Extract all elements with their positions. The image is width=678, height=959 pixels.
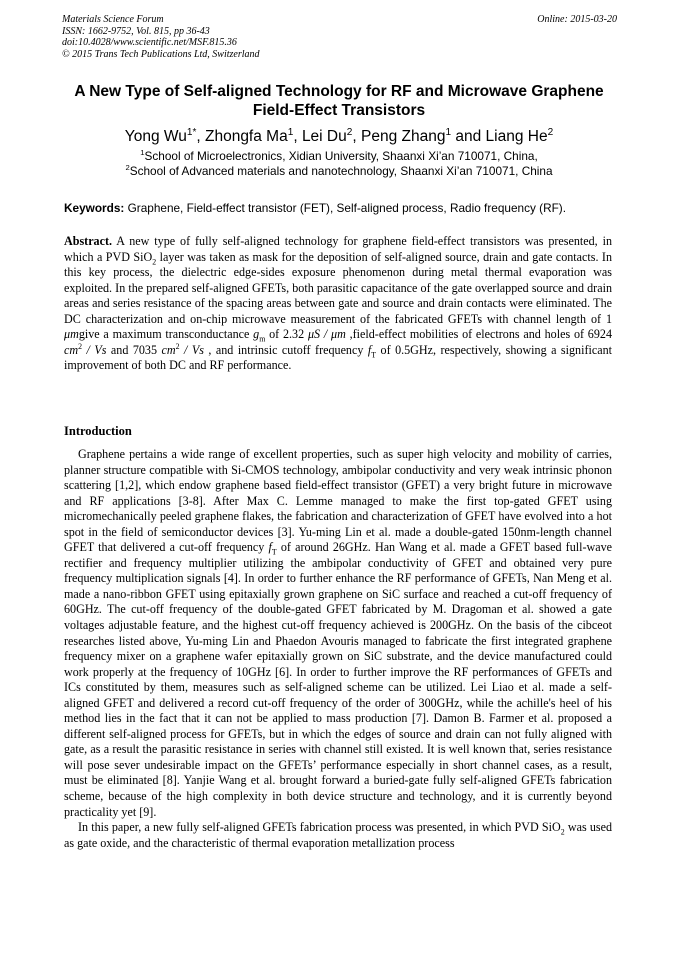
intro-text: Graphene pertains a wide range of excellent properties, such as super high velocity and mobility of carries, planner structure compatible with Si-CMOS technology, ambipolar conductivity and very weak intrinsic phonon scattering [1,2], which endow graphene based field-effect transistor (GFET) a very bright future in microwave and RF applications [3-8]. After Max C. Lemme managed to make the first top-gated GFET using micromechanically peeled graphene flakes, the fabrication and characterization of GFET have evolved into a hot spot in the field of semiconductor devices [3]. Yu-ming Lin et al. made a double-gated 150nm-length channel GFET that delivered a cut-off frequency — [64, 447, 612, 555]
author-separator: and — [451, 128, 486, 145]
title-line-1: A New Type of Self-aligned Technology for RF and Microwave Graphene — [74, 83, 604, 100]
abstract-text: layer was taken as mask for the deposition of self-aligned source, drain and gate contacts. In this key process, the dielectric edge-sides exposure phenomenon during metal thermal evaporation was exploited. In the prepared self-aligned GFETs, both parasitic capacitance of the gate overlapped source and drain areas and series resistance of the spacing areas between gate and source and drain contacts were eliminated. The DC characterization and on-chip microwave measurement of the fabricated GFETs with channel length of 1 — [64, 249, 612, 326]
symbol-ft: f — [268, 540, 272, 555]
author-separator: , — [293, 128, 302, 145]
subscript: T — [271, 547, 277, 557]
intro-text: In this paper, a new fully self-aligned GFETs fabrication process was presented, in which PVD SiO — [78, 820, 561, 835]
abstract-text: A new type of fully self-aligned technology for graphene field-effect transistors was presented, in which a PVD SiO — [64, 234, 612, 264]
superscript: 2 — [78, 341, 83, 351]
introduction-body — [64, 447, 612, 851]
keywords-label: Keywords: — [64, 201, 125, 215]
keywords — [64, 201, 624, 215]
unit-cm: cm — [161, 342, 176, 357]
unit-micrometer: μm — [64, 327, 79, 342]
copyright-line: © 2015 Trans Tech Publications Ltd, Switzerland — [62, 48, 260, 60]
author-affil-mark: 2 — [346, 126, 353, 138]
unit-vs: / Vs — [82, 342, 107, 357]
author-affil-mark: 1 — [445, 126, 452, 138]
author-list — [40, 128, 638, 146]
keywords-text: Graphene, Field-effect transistor (FET), Self-aligned process, Radio frequency (RF). — [124, 201, 566, 215]
author-separator: , — [352, 128, 361, 145]
affiliation-mark: 2 — [125, 163, 130, 173]
author-separator: , — [196, 128, 205, 145]
symbol-ft: f — [367, 342, 372, 357]
abstract-paragraph — [64, 234, 612, 374]
abstract-text: and 7035 — [106, 342, 162, 357]
abstract-label: Abstract. — [64, 234, 113, 248]
abstract-text: of 0.5GHz, respectively, showing a significant improvement of both DC and RF performance. — [64, 342, 612, 373]
abstract — [64, 234, 612, 374]
author-name: Zhongfa Ma — [204, 128, 288, 145]
author-affil-mark: 1* — [186, 126, 197, 138]
unit-vs: / Vs — [179, 342, 204, 357]
author-name: Peng Zhang — [360, 128, 446, 145]
abstract-text: , and intrinsic cutoff frequency — [203, 342, 368, 357]
online-date: Online: 2015-03-20 — [537, 14, 617, 25]
journal-name: Materials Science Forum — [62, 14, 164, 25]
author-affil-mark: 2 — [547, 126, 554, 138]
abstract-text: give a maximum transconductance — [78, 327, 254, 342]
subscript: 2 — [560, 827, 565, 837]
issn-line: ISSN: 1662-9752, Vol. 815, pp 36-43 — [62, 25, 210, 37]
affiliation-mark: 1 — [140, 148, 145, 158]
superscript: 2 — [175, 341, 180, 351]
intro-paragraph-2 — [64, 820, 612, 851]
paper-title — [40, 82, 638, 120]
doi-line: doi:10.4028/www.scientific.net/MSF.815.36 — [62, 37, 237, 48]
affiliation-1 — [40, 149, 638, 163]
unit-transconductance: μS / μm — [307, 327, 346, 342]
symbol-gm: g — [253, 327, 260, 342]
unit-cm: cm — [64, 342, 79, 357]
affiliation-2 — [40, 164, 638, 178]
section-heading-introduction: Introduction — [64, 424, 132, 438]
subscript: T — [371, 350, 377, 360]
affiliation-text: School of Advanced materials and nanotechnology, Shaanxi Xi’an 710071, China — [129, 164, 553, 178]
abstract-text: ,field-effect mobilities of electrons and holes of 6924 — [345, 327, 612, 342]
intro-paragraph-1 — [64, 447, 612, 820]
author-name: Liang He — [485, 128, 548, 145]
author-affil-mark: 1 — [287, 126, 294, 138]
abstract-text: of 2.32 — [265, 327, 308, 342]
intro-text: was used as gate oxide, and the characteristic of thermal evaporation metallization process — [64, 820, 612, 850]
affiliation-text: School of Microelectronics, Xidian University, Shaanxi Xi’an 710071, China, — [144, 149, 538, 163]
author-name: Yong Wu — [124, 128, 187, 145]
author-name: Lei Du — [301, 128, 347, 145]
title-line-2: Field-Effect Transistors — [252, 102, 426, 119]
journal-header — [62, 14, 617, 60]
subscript: 2 — [152, 256, 157, 266]
intro-text: of around 26GHz. Han Wang et al. made a GFET based full-wave rectifier and frequency multiplier utilizing the ambipolar conductivity of GFET and obtained very pure frequency multiplication signals [4]. In order to further enhance the RF performance of GFETs, Nan Meng et al. made a nano-ribbon GFET using epitaxially grown graphene on SiC surface and reached a cut-off frequency of 60GHz. The cut-off frequency of the double-gated GFET fabricated by M. Dragoman et al. showed a gate voltages adjustable feature, and the highest cut-off frequency achieved is 200GHz. On the basis of the cibceot researches listed above, Yu-ming Lin and Phaedon Avouris managed to fabricate the first integrated graphene frequency mixer on a graphene wafer epitaxially grown on SiC substrate, and the device manufactured could work properly at the frequency of 10GHz [6]. In order to further improve the RF performances of GFETs and ICs constituted by them, measures such as self-aligned scheme can be utilized. Lei Liao et al. made a self-aligned GFET and delivered a record cut-off frequency of the order of 300GHz, while the achille's heel of his method lies in the fact that it can not be applied to mass production [7]. Damon B. Farmer et al. proposed a different self-aligned process for GFETs, but in which the edges of source and drain can not fully aligned with gate, as a result the parasitic resistance in series with channel still existed. It is well known that, series resistance will pose sever undesirable impact on the GFETs’ performance especially in short channel cases, as a result, must be eliminated [8]. Yanjie Wang et al. brought forward a buried-gate fully self-aligned GFETs fabrication scheme, because of the high complexity in both device structure and technology, and it is currently beyond practicality yet [9]. — [64, 540, 613, 819]
subscript: m — [259, 334, 266, 344]
